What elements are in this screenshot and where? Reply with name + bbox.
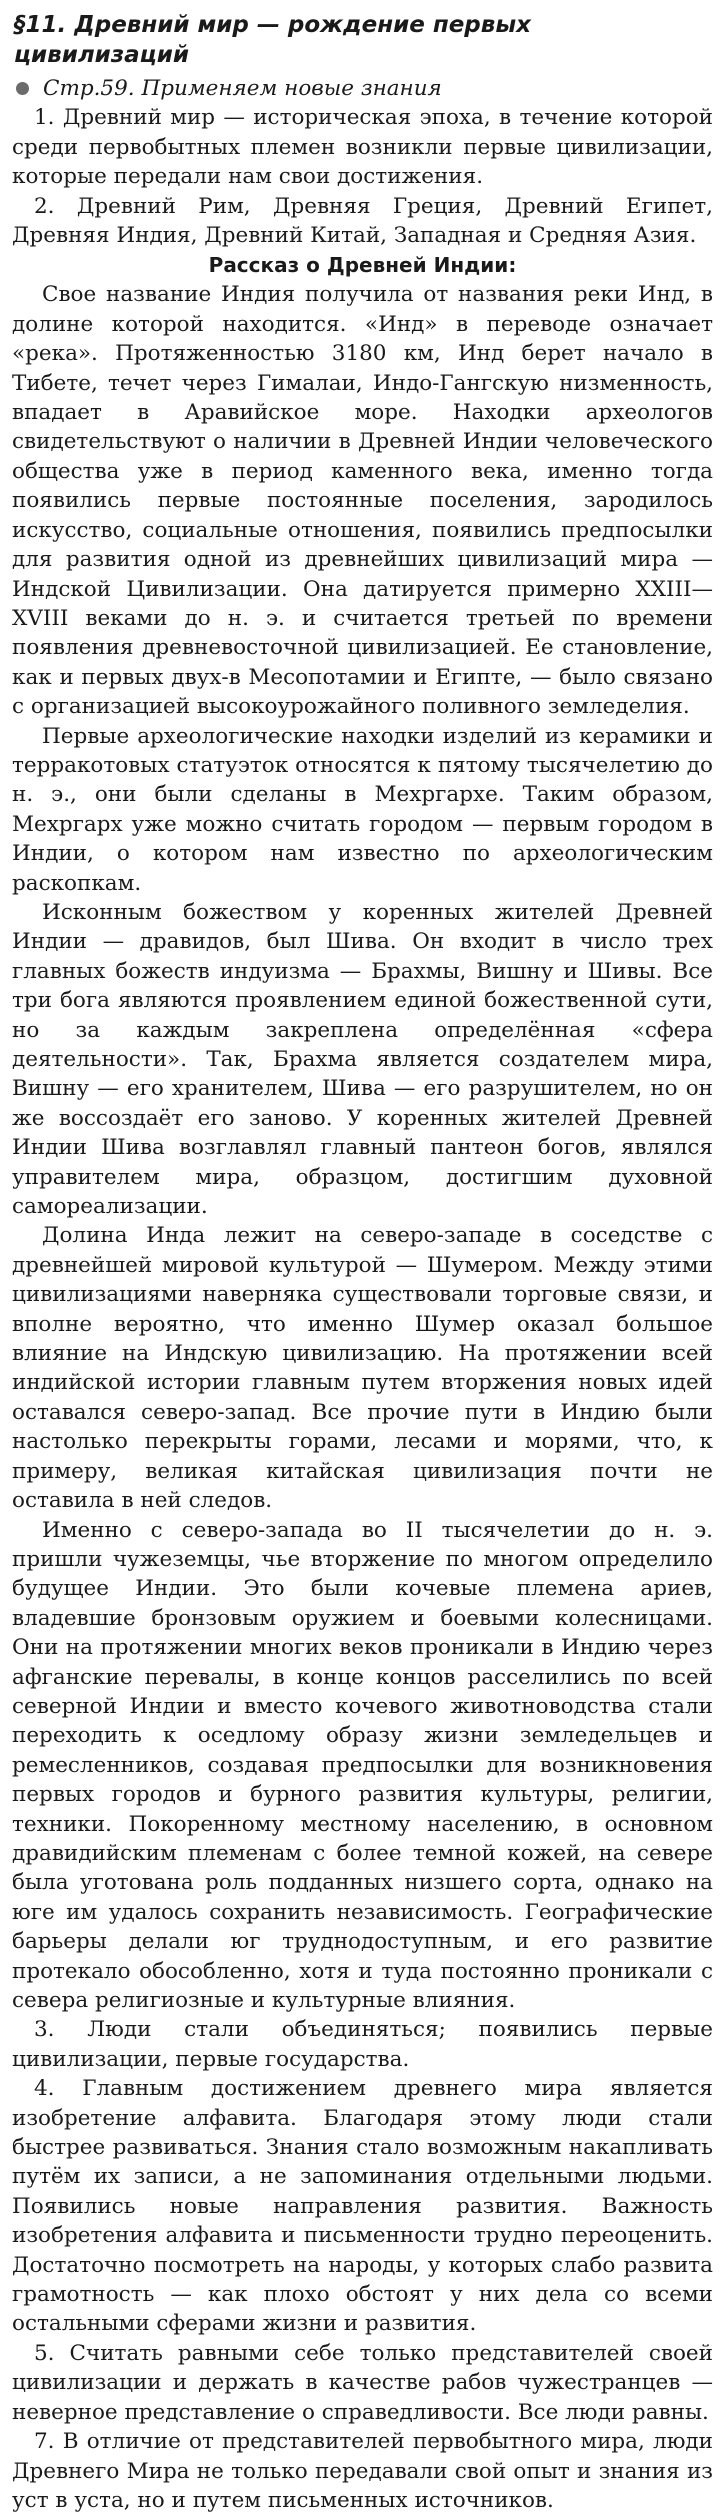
bullet-icon — [16, 82, 29, 95]
subtitle-line — [12, 74, 713, 103]
story-paragraph: Свое название Индия получила от названия реки Инд, в долине которой находится. «Инд» в переводе означает «река». Протяженностью 3180 км, Инд берет начало в Тибете, течет через Гималаи, Индо-Гангскую низменность, впадает в Аравийское море. Находки археологов свидетельствуют о наличии в Древней Индии человеческого общества уже в период каменного века, именно тогда появились первые постоянные поселения, зародилось искусство, социальные отношения, появились предпосылки для развития одной из древнейших цивилизаций мира — Индской Цивилизации. Она датируется примерно XXIII—XVIII веками до н. э. и считается третьей по времени появления древневосточной цивилизацией. Ее становление, как и первых двух-в Месопотамии и Египте, — было связано с организацией высокоурожайного поливного земледелия. — [12, 282, 713, 720]
answers-top — [12, 103, 713, 250]
answer-3: 3. Люди стали объединяться; появились первые цивилизации, первые государства. — [12, 2017, 713, 2072]
story-paragraph: Исконным божеством у коренных жителей Древней Индии — дравидов, был Шива. Он входит в число трех главных божеств индуизма — Брахмы, Вишну и Шивы. Все три бога являются проявлением единой божественной сути, но за каждым закреплена определённая «сфера деятельности». Так, Брахма является создателем мира, Вишну — его хранителем, Шива — его разрушителем, но он же воссоздаёт его заново. У коренных жителей Древней Индии Шива возглавлял главный пантеон богов, являлся управителем мира, образцом, достигшим духовной самореализации. — [12, 899, 713, 1220]
story-body — [12, 280, 713, 2015]
answer-4: 4. Главным достижением древнего мира является изобретение алфавита. Благодаря этому люди стали быстрее развиваться. Знания стало возможным накапливать путём их записи, а не запоминания отдельными людьми. Появились новые направления развития. Важность изобретения алфавита и письменности трудно переоценить. Достаточно посмотреть на народы, у которых слабо развита грамотность — как плохо обстоят у них дела со всеми остальными сферами жизни и развития. — [12, 2076, 713, 2337]
section-title: §11. Древний мир — рождение первых цивилизаций — [14, 12, 531, 68]
subtitle-text: Стр.59. Применяем новые знания — [43, 76, 442, 101]
story-paragraph: Первые археологические находки изделий из керамики и терракотовых статуэток относятся к пятому тысячелетию до н. э., они были сделаны в Мехргархе. Таким образом, Мехргарх уже можно считать городом — первым городом в Индии, о котором нам известно по археологическим раскопкам. — [12, 723, 713, 896]
story-paragraph: Долина Инда лежит на северо-западе в соседстве с древнейшей мировой культурой — Шумером. Между этими цивилизациями наверняка существовали торговые связи, и вполне вероятно, что именно Шумер оказал большое влияние на Индскую цивилизацию. На протяжении всей индийской истории главным путем вторжения новых идей оставался северо-запад. Все прочие пути в Индию были настолько перекрыты горами, лесами и морями, что, к примеру, великая китайская цивилизация почти не оставила в ней следов. — [12, 1223, 713, 1514]
answer-7: 7. В отличие от представителей первобытного мира, люди Древнего Мира не только передавали свой опыт и знания из уст в уста, но и путем письменных источников. — [12, 2429, 713, 2513]
story-title: Рассказ о Древней Индии: — [208, 253, 517, 278]
story-paragraph: Именно с северо-запада во II тысячелетии до н. э. пришли чужеземцы, чье вторжение по многом определило будущее Индии. Это были кочевые племена ариев, владевшие бронзовым оружием и боевыми колесницами. Они на протяжении многих веков проникали в Индию через афганские перевалы, в конце концов расселились по всей северной Индии и вместо кочевого животноводства стали переходить к оседлому образу жизни земледельцев и ремесленников, создавая предпосылки для возникновения первых городов и бурного развития культуры, религии, техники. Покоренному местному населению, в основном дравидийским племенам с более темной кожей, на севере была уготована роль подданных низшего сорта, однако на юге им удалось сохранить независимость. Географические барьеры делали юг труднодоступным, и его развитие протекало обособленно, хотя и туда постоянно проникали с севера религиозные и культурные влияния. — [12, 1517, 713, 2013]
answers-bottom — [12, 2015, 713, 2515]
answer-2: 2. Древний Рим, Древняя Греция, Древний Египет, Древняя Индия, Древний Китай, Западная и Средняя Азия. — [12, 193, 713, 249]
answer-5: 5. Считать равными себе только представителей своей цивилизации и держать в качестве рабов чужестранцев — неверное представление о справедливости. Все люди равны. — [12, 2340, 713, 2425]
answer-1: 1. Древний мир — историческая эпоха, в течение которой среди первобытных племен возникли первые цивилизации, которые передали нам свои достижения. — [12, 105, 713, 190]
